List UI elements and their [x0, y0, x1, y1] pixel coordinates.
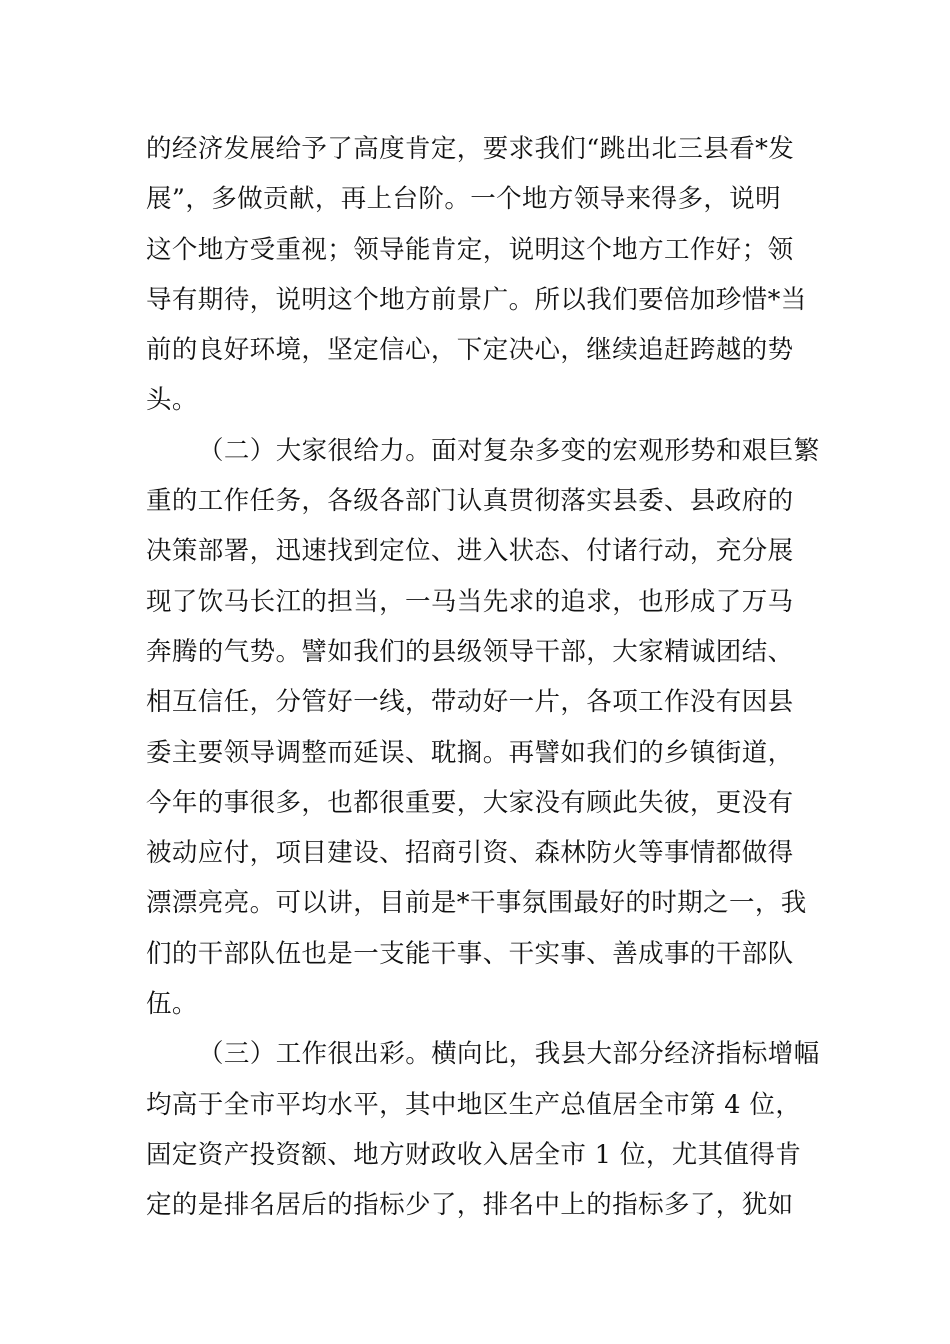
paragraph-heading-line: （三）工作很出彩。横向比，我县大部分经济指标增幅	[198, 1039, 820, 1070]
text-line: 展”，多做贡献，再上台阶。一个地方领导来得多，说明	[146, 184, 782, 215]
text-line: 奔腾的气势。譬如我们的县级领导干部，大家精诚团结、	[146, 636, 794, 667]
text-line: 前的良好环境，坚定信心，下定决心，继续追赶跨越的势	[146, 335, 794, 366]
text-line: 头。	[146, 385, 198, 416]
text-line: 这个地方受重视；领导能肯定，说明这个地方工作好；领	[146, 234, 794, 265]
text-line: 重的工作任务，各级各部门认真贯彻落实县委、县政府的	[146, 486, 794, 517]
paragraph-heading-line: （二）大家很给力。面对复杂多变的宏观形势和艰巨繁	[198, 435, 820, 466]
text-line: 相互信任，分管好一线，带动好一片，各项工作没有因县	[146, 687, 794, 718]
text-line: 漂漂亮亮。可以讲，目前是*干事氛围最好的时期之一，我	[146, 888, 807, 919]
text-line: 现了饮马长江的担当，一马当先求的追求，也形成了万马	[146, 586, 794, 617]
text-line: 固定资产投资额、地方财政收入居全市 1 位，尤其值得肯	[146, 1139, 802, 1170]
text-line: 伍。	[146, 989, 198, 1020]
document-body	[146, 128, 820, 1235]
text-line: 导有期待，说明这个地方前景广。所以我们要倍加珍惜*当	[146, 284, 807, 315]
text-line: 的经济发展给予了高度肯定，要求我们“跳出北三县看*发	[146, 134, 795, 164]
text-line: 们的干部队伍也是一支能干事、干实事、善成事的干部队	[146, 938, 794, 969]
text-line: 被动应付，项目建设、招商引资、森林防火等事情都做得	[146, 838, 794, 869]
text-line: 决策部署，迅速找到定位、进入状态、付诸行动，充分展	[146, 536, 794, 567]
text-line: 今年的事很多，也都很重要，大家没有顾此失彼，更没有	[146, 787, 794, 818]
text-line: 均高于全市平均水平，其中地区生产总值居全市第 4 位，	[146, 1089, 802, 1120]
text-line: 定的是排名居后的指标少了，排名中上的指标多了，犹如	[146, 1190, 794, 1221]
text-line: 委主要领导调整而延误、耽搁。再譬如我们的乡镇街道，	[146, 737, 794, 768]
